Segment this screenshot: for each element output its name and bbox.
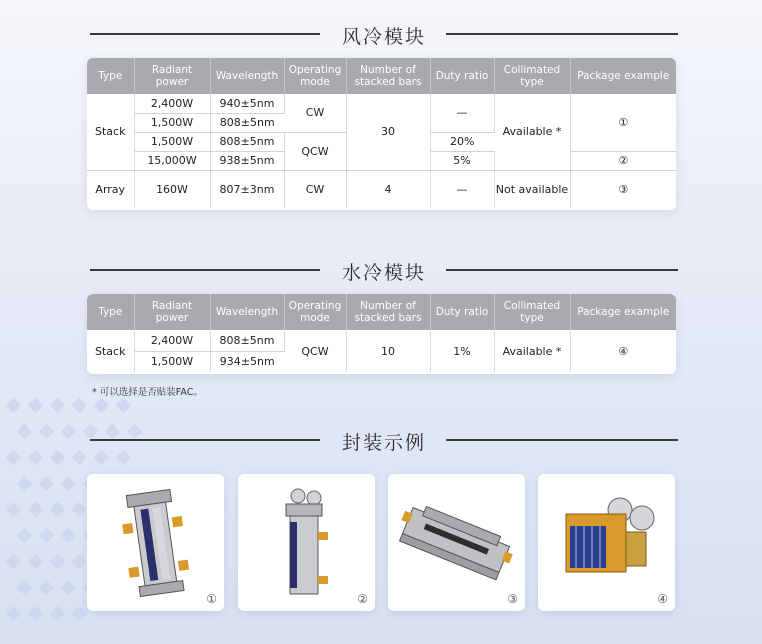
header-stacked-bars: Number of stacked bars xyxy=(346,58,430,94)
cell-wavelength: 808±5nm xyxy=(210,113,284,132)
cell-mode: CW xyxy=(284,170,346,208)
water-cooled-spec-table xyxy=(87,294,676,374)
cell-package: ④ xyxy=(618,344,629,358)
decorative-diamond xyxy=(50,450,66,466)
decorative-diamond xyxy=(61,528,77,544)
cell-mode: QCW xyxy=(284,330,346,372)
cell-power: 1,500W xyxy=(134,351,210,372)
title-divider-right xyxy=(446,269,678,271)
decorative-diamond xyxy=(6,606,22,622)
cell-duty: 5% xyxy=(430,151,494,170)
decorative-diamond xyxy=(6,398,22,414)
cell-wavelength: 808±5nm xyxy=(210,132,284,151)
section-title-air-cooled xyxy=(90,22,678,46)
header-radiant-power: Radiant power xyxy=(134,58,210,94)
decorative-diamond xyxy=(6,502,22,518)
cell-collimated: Available * xyxy=(494,330,570,372)
decorative-diamond xyxy=(39,528,55,544)
cell-type: Array xyxy=(87,170,134,208)
decorative-diamond xyxy=(50,606,66,622)
section-title-text: 风冷模块 xyxy=(341,26,426,48)
water-cooled-module-image xyxy=(538,474,675,611)
header-collimated-type: Collimated type xyxy=(494,294,570,330)
decorative-diamond xyxy=(50,554,66,570)
decorative-diamond xyxy=(61,424,77,440)
section-title-water-cooled xyxy=(90,258,678,282)
cell-wavelength: 940±5nm xyxy=(210,94,284,113)
package-number: ② xyxy=(357,592,368,606)
cell-power: 160W xyxy=(134,170,210,208)
package-card-4 xyxy=(538,474,675,611)
decorative-diamond xyxy=(116,398,132,414)
cell-wavelength: 807±3nm xyxy=(210,170,284,208)
cell-mode: CW xyxy=(284,94,346,132)
decorative-diamond xyxy=(6,554,22,570)
cell-power: 2,400W xyxy=(134,94,210,113)
decorative-diamond xyxy=(28,398,44,414)
cell-package: ① xyxy=(570,94,676,151)
decorative-diamond xyxy=(17,580,33,596)
header-collimated-type: Collimated type xyxy=(494,58,570,94)
decorative-diamond xyxy=(50,398,66,414)
decorative-diamond xyxy=(72,606,88,622)
header-radiant-power: Radiant power xyxy=(134,294,210,330)
decorative-diamond xyxy=(61,580,77,596)
header-wavelength: Wavelength xyxy=(210,294,284,330)
cell-bars: 4 xyxy=(346,170,430,208)
package-number: ① xyxy=(206,592,217,606)
array-module-image xyxy=(388,474,525,611)
header-package-example: Package example xyxy=(570,58,676,94)
decorative-diamond xyxy=(94,398,110,414)
cell-mode: QCW xyxy=(284,132,346,170)
header-duty-ratio: Duty ratio xyxy=(430,294,494,330)
table-row xyxy=(87,170,676,208)
header-package-example: Package example xyxy=(570,294,676,330)
cell-power: 1,500W xyxy=(134,113,210,132)
decorative-diamond xyxy=(28,502,44,518)
section-title-text: 封装示例 xyxy=(341,432,426,454)
decorative-diamond xyxy=(39,476,55,492)
footnote-fac: * 可以选择是否贴装FAC。 xyxy=(92,387,203,398)
header-type: Type xyxy=(87,58,134,94)
package-number: ④ xyxy=(657,592,668,606)
cell-power: 2,400W xyxy=(134,330,210,351)
package-card-1 xyxy=(87,474,224,611)
decorative-diamond xyxy=(6,450,22,466)
header-operating-mode: Operating mode xyxy=(284,294,346,330)
header-stacked-bars: Number of stacked bars xyxy=(346,294,430,330)
decorative-diamond xyxy=(72,450,88,466)
decorative-diamond xyxy=(17,528,33,544)
header-type: Type xyxy=(87,294,134,330)
cell-package: ② xyxy=(570,151,676,170)
cell-wavelength: 938±5nm xyxy=(210,151,284,170)
cell-type: Stack xyxy=(87,330,134,372)
title-divider-right xyxy=(446,439,678,441)
cell-power: 15,000W xyxy=(134,151,210,170)
table-row xyxy=(87,94,676,113)
header-duty-ratio: Duty ratio xyxy=(430,58,494,94)
cell-bars: 10 xyxy=(346,330,430,372)
decorative-diamond xyxy=(50,502,66,518)
decorative-diamond xyxy=(28,554,44,570)
package-number: ③ xyxy=(507,592,518,606)
table-header-row xyxy=(87,58,676,94)
cell-duty: — xyxy=(430,170,494,208)
decorative-diamond xyxy=(39,424,55,440)
package-card-3 xyxy=(388,474,525,611)
table-row xyxy=(87,330,676,351)
decorative-diamond xyxy=(72,502,88,518)
cell-type: Stack xyxy=(87,94,134,170)
header-wavelength: Wavelength xyxy=(210,58,284,94)
decorative-diamond xyxy=(72,398,88,414)
cell-duty: — xyxy=(430,94,494,132)
cell-duty: 20% xyxy=(430,132,494,151)
cell-wavelength: 934±5nm xyxy=(219,355,275,369)
package-card-2 xyxy=(238,474,375,611)
stack-module-image xyxy=(87,474,224,611)
cell-package: ③ xyxy=(618,182,629,196)
cell-bars: 30 xyxy=(346,94,430,170)
decorative-diamond xyxy=(17,424,33,440)
section-title-text: 水冷模块 xyxy=(341,262,426,284)
air-cooled-spec-table xyxy=(87,58,676,210)
decorative-diamond xyxy=(39,580,55,596)
table-header-row xyxy=(87,294,676,330)
cell-duty: 1% xyxy=(430,330,494,372)
section-title-packages xyxy=(90,428,678,452)
cell-collimated: Available * xyxy=(494,94,570,170)
cell-collimated: Not available xyxy=(494,170,570,208)
cell-wavelength: 808±5nm xyxy=(210,330,284,351)
stack-module-image xyxy=(238,474,375,611)
decorative-diamond xyxy=(72,554,88,570)
decorative-diamond xyxy=(61,476,77,492)
decorative-diamond xyxy=(28,606,44,622)
header-operating-mode: Operating mode xyxy=(284,58,346,94)
title-divider-right xyxy=(446,33,678,35)
cell-power: 1,500W xyxy=(134,132,210,151)
decorative-diamond xyxy=(17,476,33,492)
decorative-diamond xyxy=(28,450,44,466)
